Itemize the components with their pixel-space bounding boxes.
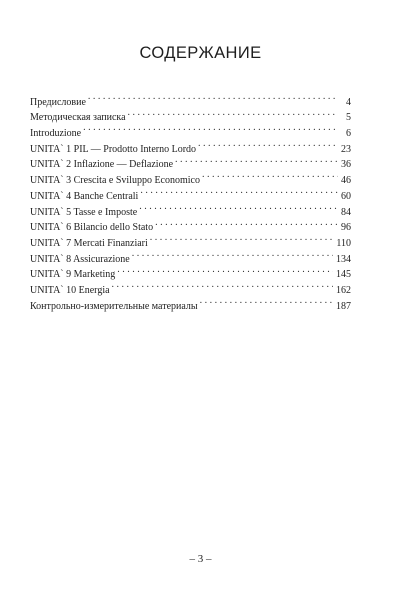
toc-entry-label: UNITA` 3 Crescita e Sviluppo Economico [30,175,200,187]
page-number: – 3 – [189,553,212,565]
toc-entry-page: 134 [336,253,351,265]
toc-entry-label: UNITA` 4 Banche Centrali [30,190,139,202]
dot-leader [139,199,338,215]
dot-leader [132,246,333,262]
toc-entry-label: Методическая записка [30,112,126,124]
dot-leader [128,105,338,121]
dot-leader [140,183,338,199]
toc-entry-label: UNITA` 1 PIL — Prodotto Interno Lordo [30,143,197,155]
toc-entry-label: UNITA` 10 Energia [30,284,110,296]
toc-entry-label: UNITA` 5 Tasse e Imposte [30,206,138,218]
dot-leader [175,152,338,168]
toc-entry-page: 6 [346,128,351,140]
toc-entry-page: 187 [336,300,351,312]
toc-entry [30,89,351,108]
dot-leader [155,215,338,231]
toc-entry-page: 96 [341,222,351,234]
page-title: СОДЕРЖАНИЕ [139,44,262,62]
toc-entry-page: 145 [336,269,351,281]
dot-leader [150,230,334,246]
toc-entry-page: 36 [341,159,351,171]
table-of-contents [30,89,351,312]
dot-leader [88,89,338,105]
dot-leader [117,262,333,278]
toc-entry-page: 162 [336,284,351,296]
toc-entry-page: 46 [341,175,351,187]
toc-entry-page: 5 [346,112,351,124]
toc-entry-label: Контрольно-измерительные материалы [30,300,198,312]
toc-entry-page: 84 [341,206,351,218]
toc-entry-label: UNITA` 9 Marketing [30,269,116,281]
dot-leader [112,277,333,293]
toc-entry-page: 23 [341,143,351,155]
toc-entry-label: UNITA` 7 Mercati Finanziari [30,237,148,249]
toc-entry-page: 110 [336,237,351,249]
toc-entry-label: Предисловие [30,96,86,108]
toc-entry-label: UNITA` 6 Bilancio dello Stato [30,222,154,234]
dot-leader [198,136,338,152]
toc-entry-label: Introduzione [30,128,82,140]
dot-leader [83,120,338,136]
toc-entry-page: 60 [341,190,351,202]
toc-entry-label: UNITA` 8 Assicurazione [30,253,130,265]
toc-entry-page: 4 [346,96,351,108]
toc-entry-label: UNITA` 2 Inflazione — Deflazione [30,159,174,171]
dot-leader [200,293,333,309]
dot-leader [202,167,338,183]
